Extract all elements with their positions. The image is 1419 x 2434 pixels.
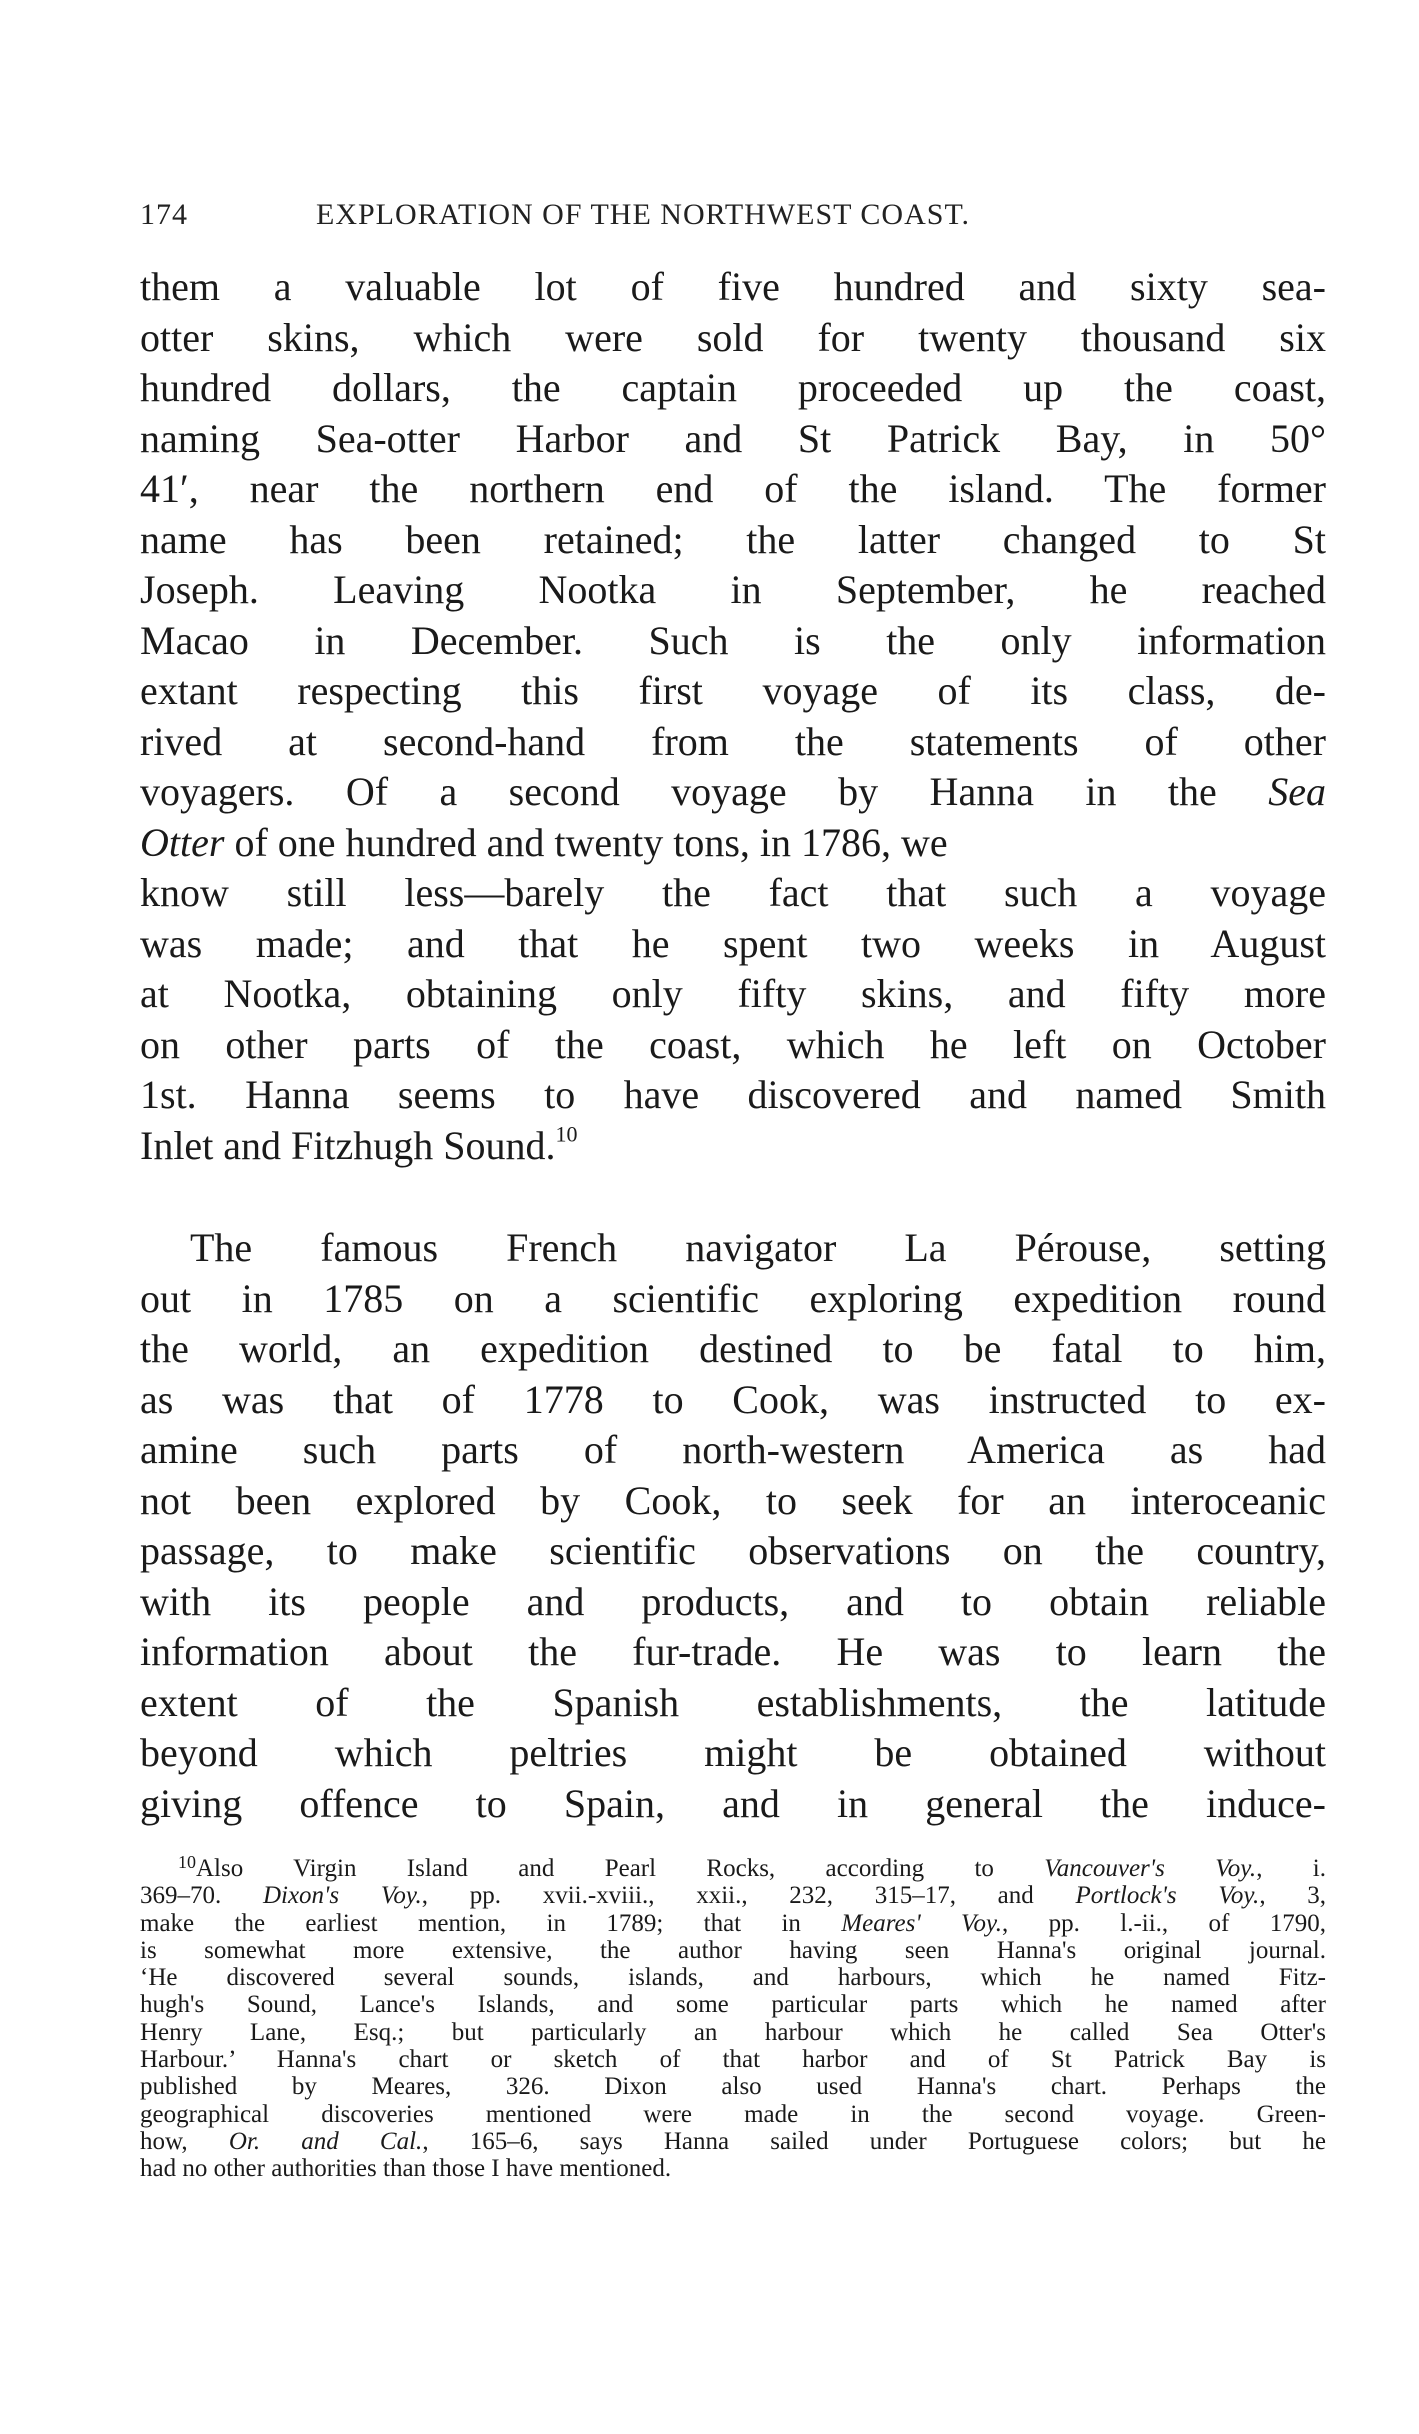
footnote-marker: 10 bbox=[178, 1855, 196, 1872]
text-line: with its people and products, and to obtain reliable bbox=[140, 1578, 1326, 1624]
footnote-reference: 10 bbox=[555, 1120, 578, 1146]
text-line: information about the fur-trade. He was to learn the bbox=[140, 1629, 1326, 1674]
text-line: 1st. Hanna seems to have discovered and named Smith bbox=[140, 1072, 1326, 1117]
text-line: extent of the Spanish establishments, the latitude bbox=[140, 1679, 1326, 1725]
running-head bbox=[140, 198, 1125, 248]
paragraph-2 bbox=[140, 1223, 1326, 1829]
text-line: know still less—barely the fact that such a voyage bbox=[140, 870, 1326, 915]
footnote-line: had no other authorities than those I have mentioned. bbox=[140, 2155, 672, 2183]
text-segment: Inlet and Fitzhugh Sound. bbox=[140, 1122, 556, 1168]
footnote-line: Henry Lane, Esq.; but particularly an harbour which he called Sea Otter's bbox=[140, 2018, 1326, 2046]
citation-title: Dixon's Voy. bbox=[262, 1882, 422, 1910]
text-line: otter skins, which were sold for twenty thousand six bbox=[140, 314, 1326, 360]
citation-title: Meares' Voy. bbox=[841, 1909, 1003, 1937]
footnote-line: geographical discoveries mentioned were made in the second voyage. Green- bbox=[140, 2100, 1326, 2128]
footnote-line: 369–70. Dixon's Voy., pp. xvii.-xviii., xxii., 232, 315–17, and Portlock's Voy., 3, bbox=[140, 1882, 1326, 1910]
footnote-line: Harbour.’ Hanna's chart or sketch of that harbor and of St Patrick Bay is bbox=[140, 2046, 1326, 2074]
text-line: The famous French navigator La Pérouse, setting bbox=[190, 1225, 1326, 1270]
text-line: 41′, near the northern end of the island. The former bbox=[140, 466, 1326, 511]
citation-title: Or. and Cal. bbox=[228, 2127, 423, 2155]
ship-name: Otter bbox=[140, 819, 225, 865]
text-line: Macao in December. Such is the only information bbox=[140, 617, 1326, 663]
text-line bbox=[140, 767, 1326, 818]
text-segment: of one hundred and twenty tons, in 1786, we bbox=[234, 819, 948, 865]
text-line: passage, to make scientific observations on the country, bbox=[140, 1528, 1326, 1573]
text-segment: voyagers. Of a second voyage by Hanna in the bbox=[140, 769, 1269, 814]
text-line: was made; and that he spent two weeks in August bbox=[140, 920, 1326, 966]
text-line: as was that of 1778 to Cook, was instructed to ex- bbox=[140, 1376, 1326, 1422]
citation-title: Portlock's Voy. bbox=[1075, 1882, 1260, 1910]
text-line: them a valuable lot of five hundred and sixty sea- bbox=[140, 264, 1326, 309]
text-line: giving offence to Spain, and in general the induce- bbox=[140, 1780, 1326, 1826]
text-line: on other parts of the coast, which he left on October bbox=[140, 1021, 1326, 1067]
text-line: at Nootka, obtaining only fifty skins, and fifty more bbox=[140, 971, 1326, 1016]
footnote-line: $^{10}$Also Virgin Island and Pearl Rocks, according to Vancouver's Voy., i. bbox=[140, 1855, 1326, 1882]
ship-name: Sea bbox=[1268, 769, 1326, 814]
footnote bbox=[140, 1855, 1326, 2183]
footnote-line: ‘He discovered several sounds, islands, and harbours, which he named Fitz- bbox=[140, 1964, 1326, 1992]
text-line: out in 1785 on a scientific exploring expedition round bbox=[140, 1275, 1326, 1321]
text-line bbox=[140, 1121, 1326, 1172]
text-line bbox=[140, 818, 1326, 869]
text-line: not been explored by Cook, to seek for an interoceanic bbox=[140, 1477, 1326, 1523]
text-line: amine such parts of north-western America as had bbox=[140, 1427, 1326, 1472]
footnote-line: published by Meares, 326. Dixon also used Hanna's chart. Perhaps the bbox=[140, 2073, 1326, 2101]
citation-title: Vancouver's Voy. bbox=[1044, 1855, 1257, 1882]
text-line: the world, an expedition destined to be fatal to him, bbox=[140, 1326, 1326, 1371]
footnote-line: is somewhat more extensive, the author having seen Hanna's original journal. bbox=[140, 1936, 1326, 1964]
footnote-line: hugh's Sound, Lance's Islands, and some particular parts which he named after bbox=[140, 1991, 1326, 2019]
text-line: name has been retained; the latter changed to St bbox=[140, 516, 1326, 562]
footnote-line: how, Or. and Cal., 165–6, says Hanna sailed under Portuguese colors; but he bbox=[140, 2127, 1326, 2155]
footnote-line: make the earliest mention, in 1789; that in Meares' Voy., pp. l.-ii., of 1790, bbox=[140, 1909, 1326, 1937]
text-line: naming Sea-otter Harbor and St Patrick Bay, in 50° bbox=[140, 415, 1326, 461]
paragraph-1 bbox=[140, 262, 1326, 1171]
text-line: hundred dollars, the captain proceeded up the coast, bbox=[140, 365, 1326, 410]
text-line: rived at second-hand from the statements of other bbox=[140, 718, 1326, 764]
text-line: extant respecting this first voyage of its class, de- bbox=[140, 668, 1326, 713]
page-number: 174 bbox=[140, 198, 188, 231]
running-title: EXPLORATION OF THE NORTHWEST COAST. bbox=[316, 198, 971, 231]
text-line: Joseph. Leaving Nootka in September, he reached bbox=[140, 567, 1326, 612]
text-line: beyond which peltries might be obtained without bbox=[140, 1730, 1326, 1775]
